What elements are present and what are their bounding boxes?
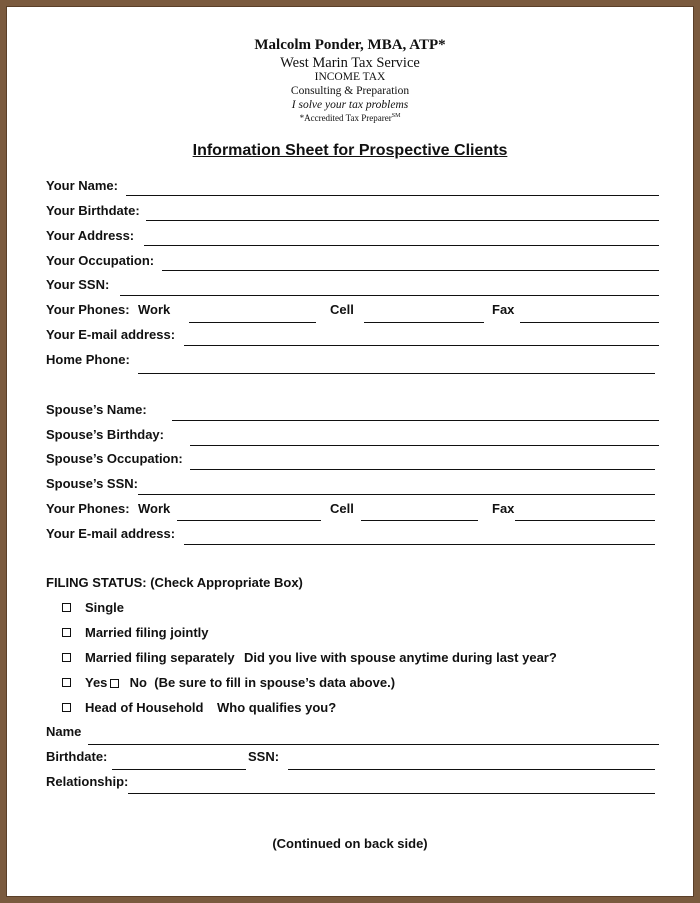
your-occupation-label: Your Occupation: — [46, 253, 155, 268]
no-note: (Be sure to fill in spouse’s data above.) — [154, 675, 396, 690]
service-sub: Consulting & Preparation — [290, 85, 410, 97]
dependent-ssn-field[interactable] — [288, 769, 655, 770]
dependent-birthdate-field[interactable] — [112, 769, 246, 770]
tagline: I solve your tax problems — [291, 99, 409, 111]
fax-label: Fax — [492, 302, 515, 317]
spouse-work-phone-label: Work — [138, 501, 171, 516]
home-phone-field[interactable] — [138, 373, 655, 374]
no-checkbox[interactable] — [110, 679, 119, 688]
preparer-name: Malcolm Ponder, MBA, ATP* — [254, 37, 446, 53]
work-phone-label: Work — [138, 302, 171, 317]
spouse-occupation-field[interactable] — [190, 469, 655, 470]
your-birthdate-label: Your Birthdate: — [46, 203, 140, 218]
head-of-household-label: Head of Household — [85, 700, 204, 715]
service-line: INCOME TAX — [314, 71, 386, 83]
spouse-fax-label: Fax — [492, 501, 515, 516]
spouse-cell-phone-field[interactable] — [361, 520, 478, 521]
dependent-ssn-label: SSN: — [248, 749, 280, 764]
filing-status-heading: FILING STATUS: (Check Appropriate Box) — [46, 575, 303, 590]
spouse-ssn-field[interactable] — [138, 494, 655, 495]
married-separately-label: Married filing separately — [85, 650, 235, 665]
your-ssn-field[interactable] — [120, 295, 659, 296]
married-separately-checkbox[interactable] — [62, 653, 71, 662]
single-label: Single — [85, 600, 125, 615]
live-with-spouse-question: Did you live with spouse anytime during last year? — [244, 650, 557, 665]
no-label: No — [129, 675, 147, 690]
cell-phone-field[interactable] — [364, 322, 484, 323]
spouse-ssn-label: Spouse’s SSN: — [46, 476, 138, 491]
your-ssn-label: Your SSN: — [46, 277, 110, 292]
spouse-fax-field[interactable] — [515, 520, 655, 521]
continued-note: (Continued on back side) — [272, 836, 428, 851]
fax-field[interactable] — [520, 322, 659, 323]
spouse-phones-label: Your Phones: — [46, 501, 130, 516]
relationship-field[interactable] — [128, 793, 655, 794]
dependent-birthdate-label: Birthdate: — [46, 749, 108, 764]
yes-label: Yes — [85, 675, 108, 690]
your-birthdate-field[interactable] — [146, 220, 659, 221]
your-email-field[interactable] — [184, 345, 659, 346]
service-mark: SM — [391, 113, 401, 119]
your-name-label: Your Name: — [46, 178, 118, 193]
who-qualifies-question: Who qualifies you? — [217, 700, 337, 715]
single-checkbox[interactable] — [62, 603, 71, 612]
your-email-label: Your E-mail address: — [46, 327, 176, 342]
work-phone-field[interactable] — [189, 322, 316, 323]
cell-phone-label: Cell — [330, 302, 354, 317]
your-address-label: Your Address: — [46, 228, 135, 243]
spouse-cell-phone-label: Cell — [330, 501, 354, 516]
relationship-label: Relationship: — [46, 774, 129, 789]
spouse-email-label: Your E-mail address: — [46, 526, 176, 541]
spouse-email-field[interactable] — [184, 544, 655, 545]
business-name: West Marin Tax Service — [280, 55, 420, 71]
your-name-field[interactable] — [126, 195, 659, 196]
head-of-household-checkbox[interactable] — [62, 703, 71, 712]
page-title: Information Sheet for Prospective Clients — [192, 142, 508, 159]
yes-checkbox[interactable] — [62, 678, 71, 687]
yes-no-row — [85, 675, 395, 690]
spouse-birthday-field[interactable] — [190, 445, 659, 446]
your-occupation-field[interactable] — [162, 270, 659, 271]
married-jointly-checkbox[interactable] — [62, 628, 71, 637]
dependent-name-label: Name — [46, 724, 82, 739]
spouse-name-label: Spouse’s Name: — [46, 402, 147, 417]
accredited-text: *Accredited Tax Preparer — [299, 113, 392, 123]
accredited-note — [7, 113, 693, 123]
dependent-name-field[interactable] — [88, 744, 659, 745]
spouse-name-field[interactable] — [172, 420, 659, 421]
your-phones-label: Your Phones: — [46, 302, 130, 317]
your-address-field[interactable] — [144, 245, 659, 246]
spouse-occupation-label: Spouse’s Occupation: — [46, 451, 183, 466]
form-page — [6, 6, 694, 897]
spouse-work-phone-field[interactable] — [177, 520, 321, 521]
spouse-birthday-label: Spouse’s Birthday: — [46, 427, 164, 442]
married-jointly-label: Married filing jointly — [85, 625, 209, 640]
home-phone-label: Home Phone: — [46, 352, 130, 367]
